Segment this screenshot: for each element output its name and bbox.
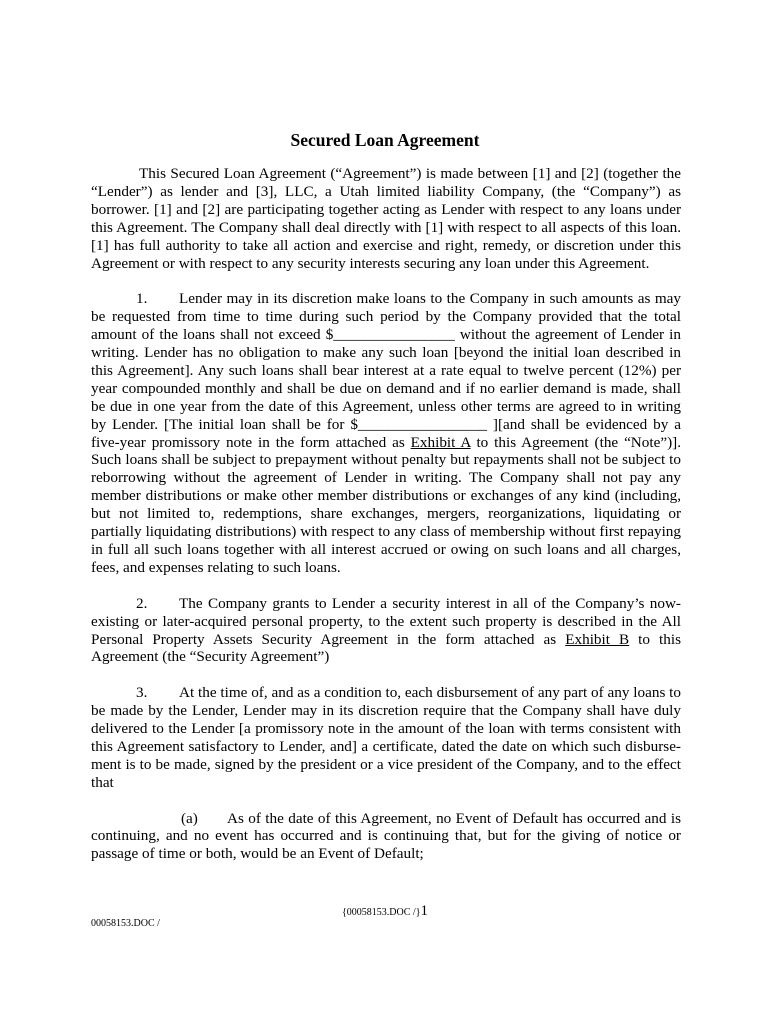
section-3-paragraph <box>91 684 681 791</box>
footer-doc-ref: {00058153.DOC /} <box>342 907 421 918</box>
section-3-text: At the time of, and as a condition to, each disbursement of any part of any loans to be made by the Lender, Lender may in its discretion require that the Company shall have duly delivered to the Lender [a promissory note in the amount of the loan with terms consistent with this Agreement satisfactory to Lender, and] a certificate, dated the date on which such disburse-ment is to be made, signed by the president or a vice president of the Company, and to the effect that <box>91 684 681 791</box>
document-body <box>91 165 681 881</box>
page-number: 1 <box>420 903 428 919</box>
exhibit-a-reference: Exhibit A <box>410 433 471 451</box>
section-2-number: 2. <box>136 594 148 612</box>
subsection-a-label: (a) <box>181 809 198 827</box>
exhibit-b-reference: Exhibit B <box>565 630 630 648</box>
document-title: Secured Loan Agreement <box>290 130 480 150</box>
section-2-text-a: The Company grants to Lender a security interest in all of the Company’s now-existing or later-acquired personal property, to the extent such property is described in the All Personal Property Assets Security Agreement in the form attached as <box>91 594 681 648</box>
section-1-text-b: to this Agreement (the “Note”)]. Such loans shall be subject to prepayment without penalty but repayments shall not be subject to reborrowing without the agreement of Lender in writing. The Company shall not pay any member distributions or make other member distributions or exchanges of any kind (including, but not limited to, redemptions, share exchanges, mergers, reorganizations, liquidating or partially liquidating distributions) with respect to any class of membership without first repaying in full all such loans together with all interest accrued or owing on such loans and all charges, fees, and expenses relating to such loans. <box>91 433 681 576</box>
section-3-number: 3. <box>136 684 148 702</box>
section-1-text-a: Lender may in its discretion make loans to the Company in such amounts as may be requested from time to time during such period by the Company provided that the total amount of the loans shall not exceed $________________ without the agreement of Lender in writing. Lender has no obligation to make any such loan [beyond the initial loan described in this Agreement]. Any such loans shall bear interest at a rate equal to twelve percent (12%) per year compounded monthly and shall be due on demand and if no earlier demand is made, shall be due in one year from the date of this Agreement, unless other terms are agreed to in writing by Lender. [The initial loan shall be for $_________________ ][and shall be evidenced by a five-year promissory note in the form attached as <box>91 290 681 451</box>
footer-doc-id: 00058153.DOC / <box>91 918 160 929</box>
subsection-a-text: As of the date of this Agreement, no Event of Default has occurred and is continuing, and no event has occurred and is continuing that, but for the giving of notice or passage of time or both, would be an Event of Default; <box>91 809 681 863</box>
intro-paragraph: This Secured Loan Agreement (“Agreement”) is made between [1] and [2] (together the “Lender”) as lender and [3], LLC, a Utah limited liability Company, (the “Company”) as borrower. [1] and [2] are participating together acting as Lender with respect to any loans under this Agreement. The Company shall deal directly with [1] with respect to all aspects of this loan. [1] has full authority to take all action and exercise and right, remedy, or discretion under this Agreement or with respect to any security interests securing any loan under this Agreement. <box>91 165 681 272</box>
section-2-paragraph <box>91 595 681 667</box>
section-2-text-b: to this Agreement (the “Security Agreement”) <box>91 630 681 666</box>
section-1-paragraph <box>91 290 681 577</box>
section-1-number: 1. <box>136 290 148 308</box>
subsection-a-paragraph <box>91 810 681 864</box>
